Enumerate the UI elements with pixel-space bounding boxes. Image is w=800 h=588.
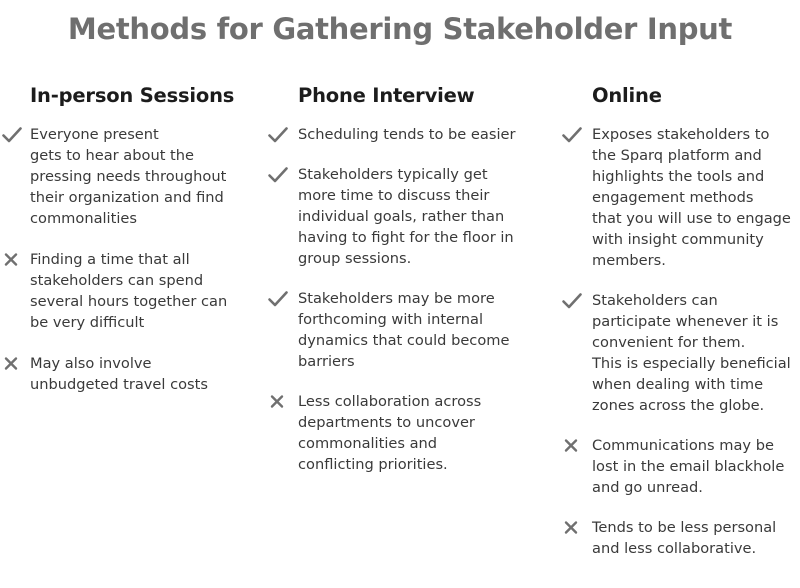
- list-item: [30, 353, 242, 395]
- item-text: May also involve unbudgeted travel costs: [30, 355, 208, 393]
- item-text: Tends to be less personal and less collaborative.: [592, 519, 777, 557]
- item-text: Stakeholders may be more forthcoming with internal dynamics that could become barriers: [298, 290, 510, 370]
- x-icon: [267, 392, 289, 412]
- item-text: Finding a time that all stakeholders can spend several hours together can be very difficult: [30, 251, 228, 331]
- list-item: [592, 124, 798, 271]
- list-item: [592, 290, 798, 416]
- x-icon: [1, 354, 23, 374]
- list-item: [592, 435, 798, 498]
- item-text: Exposes stakeholders to the Sparq platform and highlights the tools and engagement methods that you will use to engage with insight community members.: [592, 126, 791, 269]
- column-in-person: [30, 84, 242, 395]
- column-heading: In-person Sessions: [30, 84, 235, 107]
- item-text: Scheduling tends to be easier: [298, 126, 516, 143]
- list-item: [298, 288, 528, 372]
- column-online: [592, 84, 798, 559]
- list-item: [592, 517, 798, 559]
- page-title: Methods for Gathering Stakeholder Input: [67, 12, 733, 46]
- column-heading: Phone Interview: [298, 84, 475, 107]
- list-item: [298, 391, 528, 475]
- item-text: Everyone present gets to hear about the pressing needs throughout their organization and find commonalities: [30, 126, 227, 227]
- check-icon: [1, 125, 23, 145]
- column-heading: Online: [592, 84, 662, 107]
- x-icon: [561, 436, 583, 456]
- list-item: [30, 124, 242, 229]
- item-text: Stakeholders can participate whenever it is convenient for them. This is especially beneficial when dealing with time zones across the globe.: [592, 292, 791, 414]
- x-icon: [561, 518, 583, 538]
- item-text: Stakeholders typically get more time to discuss their individual goals, rather than having to fight for the floor in group sessions.: [298, 166, 514, 267]
- check-icon: [561, 125, 583, 145]
- check-icon: [267, 165, 289, 185]
- list-item: [298, 164, 528, 269]
- item-text: Communications may be lost in the email blackhole and go unread.: [592, 437, 785, 496]
- column-phone-interview: [298, 84, 528, 475]
- x-icon: [1, 250, 23, 270]
- list-item: [30, 249, 242, 333]
- check-icon: [561, 291, 583, 311]
- item-text: Less collaboration across departments to uncover commonalities and conflicting priorities.: [298, 393, 482, 473]
- list-item: [298, 124, 528, 145]
- check-icon: [267, 289, 289, 309]
- check-icon: [267, 125, 289, 145]
